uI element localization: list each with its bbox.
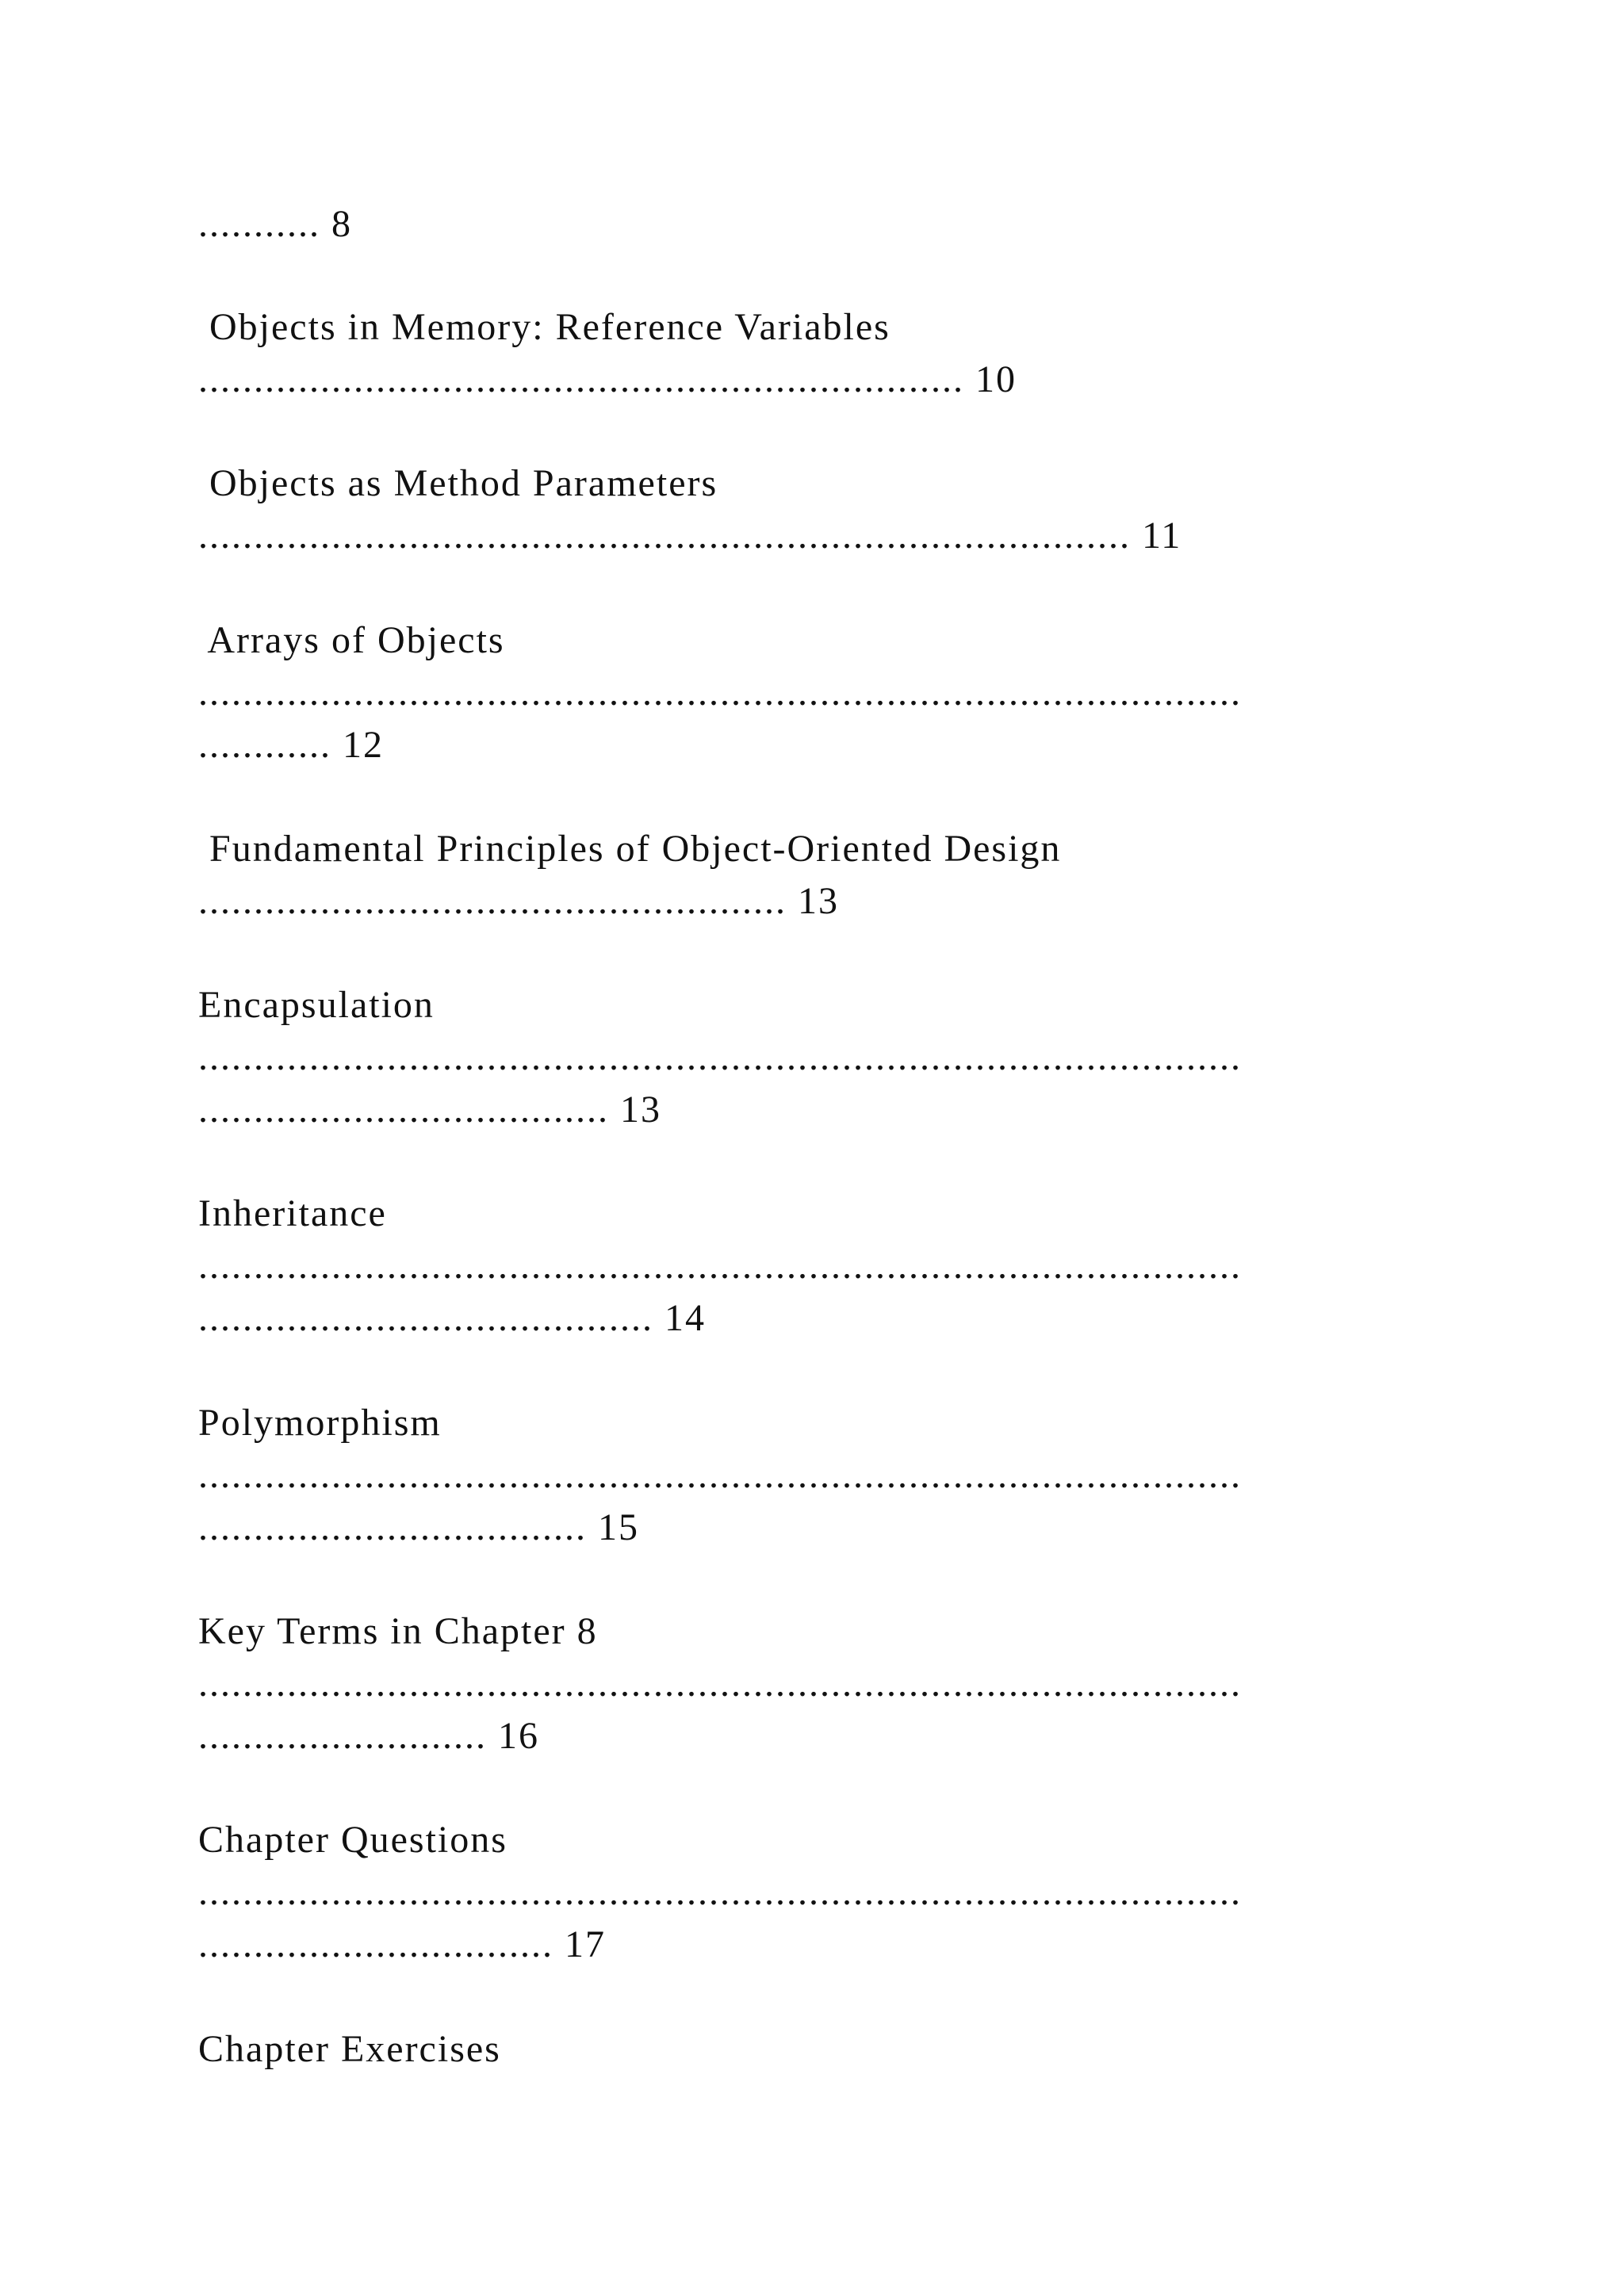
toc-leader-line: ......................................... 14: [198, 1297, 706, 1339]
toc-leader-line: ................................... 15: [198, 1506, 639, 1548]
toc-entry-title: Chapter Questions: [198, 1819, 508, 1861]
toc-leader-line: ................................ 17: [198, 1923, 606, 1965]
toc-leader-line: ..............................................................................................: [198, 1871, 1242, 1913]
toc-entry-title: Fundamental Principles of Object-Oriented Design: [198, 828, 1062, 870]
toc-leader-line: ..................................................................... 10: [198, 358, 1017, 400]
toc-leader-line: ..................................................... 13: [198, 880, 839, 922]
toc-entry-title: Polymorphism: [198, 1402, 442, 1444]
toc-entry-title: Arrays of Objects: [198, 619, 505, 661]
toc-leader-line: ........... 8: [198, 203, 352, 245]
toc-leader-line: ..............................................................................................: [198, 672, 1242, 714]
toc-entry-title: Encapsulation: [198, 984, 435, 1026]
toc-leader-line: ..............................................................................................: [198, 1663, 1242, 1705]
toc-leader-line: ..............................................................................................: [198, 1454, 1242, 1496]
toc-leader-line: .................................................................................... 11: [198, 515, 1182, 557]
toc-leader-line: ..................................... 13: [198, 1089, 661, 1131]
toc-entry-title: Key Terms in Chapter 8: [198, 1610, 598, 1652]
toc-entry-title: Objects in Memory: Reference Variables: [198, 306, 891, 348]
toc-leader-line: .......................... 16: [198, 1715, 539, 1757]
toc-entry-title: Chapter Exercises: [198, 2028, 501, 2070]
toc-leader-line: ..............................................................................................: [198, 1036, 1242, 1078]
toc-leader-line: ..............................................................................................: [198, 1245, 1242, 1287]
toc-entry-title: Inheritance: [198, 1192, 387, 1234]
toc-entry-title: Objects as Method Parameters: [198, 462, 718, 504]
toc-leader-line: ............ 12: [198, 724, 384, 766]
